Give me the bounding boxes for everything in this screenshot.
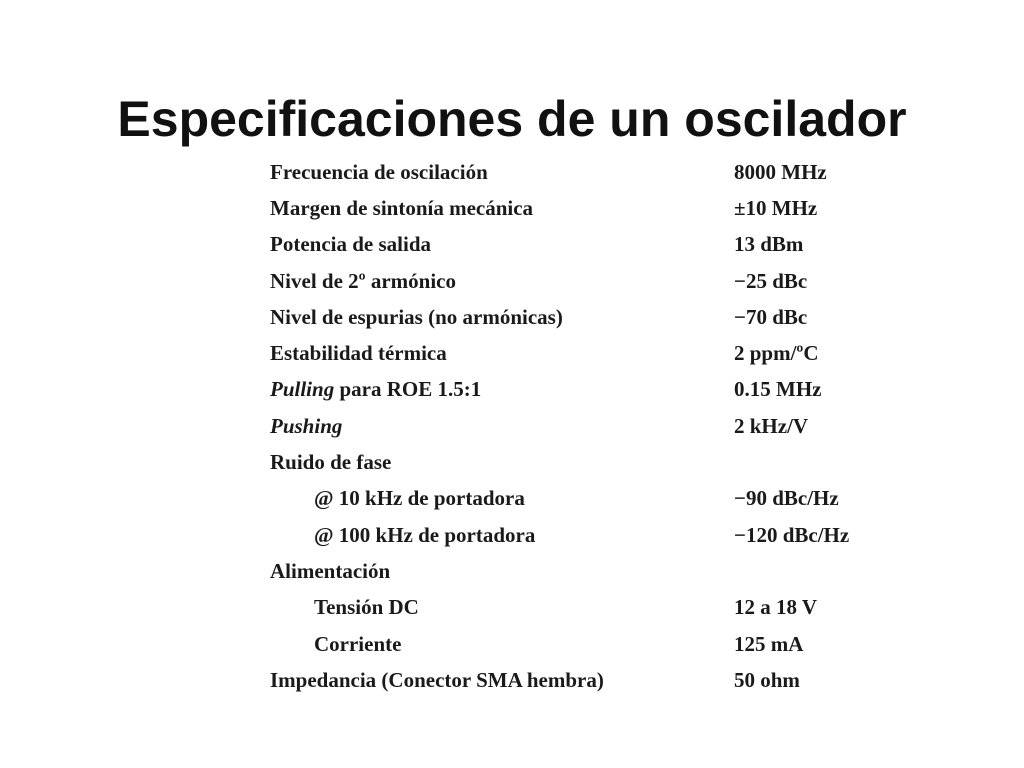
- spec-label: Frecuencia de oscilación: [270, 159, 488, 184]
- spec-value: ±10 MHz: [734, 195, 818, 220]
- spec-row-frecuencia: [270, 154, 910, 190]
- spec-label: Impedancia (Conector SMA hembra): [270, 667, 604, 692]
- spec-value: 2 kHz/V: [734, 413, 809, 438]
- spec-label: @ 10 kHz de portadora: [314, 486, 525, 511]
- spec-row-armonico: [270, 263, 910, 299]
- spec-row-corriente: [270, 626, 910, 662]
- spec-group-label: Alimentación: [270, 558, 391, 583]
- spec-label-term: Pulling: [270, 377, 335, 402]
- spec-label: Tensión DC: [314, 595, 419, 620]
- spec-label: Potencia de salida: [270, 232, 431, 257]
- spec-value: −90 dBc/Hz: [734, 486, 839, 511]
- spec-value: 13 dBm: [734, 232, 804, 257]
- spec-value: 8000 MHz: [734, 159, 827, 184]
- spec-label-term: Pushing: [270, 413, 343, 438]
- spec-value: 12 a 18 V: [734, 595, 818, 620]
- spec-row-espurias: [270, 299, 910, 335]
- spec-value: −70 dBc: [734, 304, 808, 329]
- spec-row-ruido-10khz: [270, 481, 910, 517]
- spec-label-rest: para ROE 1.5:1: [334, 377, 482, 402]
- spec-label: Corriente: [314, 631, 402, 656]
- spec-row-ruido-fase: [270, 444, 910, 480]
- spec-row-ruido-100khz: [270, 517, 910, 553]
- spec-row-pushing: [270, 408, 910, 444]
- spec-value: 0.15 MHz: [734, 377, 822, 402]
- spec-row-potencia: [270, 227, 910, 263]
- spec-value: [734, 553, 910, 589]
- spec-row-margen-sintonia: [270, 190, 910, 226]
- spec-label: Margen de sintonía mecánica: [270, 195, 534, 220]
- spec-value: 50 ohm: [734, 667, 800, 692]
- spec-row-estabilidad: [270, 335, 910, 371]
- spec-group-label: Ruido de fase: [270, 450, 392, 475]
- spec-row-pulling: [270, 372, 910, 408]
- spec-row-alimentacion: [270, 553, 910, 589]
- spec-label: [270, 372, 734, 408]
- spec-value: −25 dBc: [734, 268, 808, 293]
- spec-label: Nivel de 2º armónico: [270, 268, 456, 293]
- spec-label: @ 100 kHz de portadora: [314, 522, 536, 547]
- slide-title: Especificaciones de un oscilador: [117, 90, 907, 147]
- specifications-table: [270, 154, 910, 698]
- spec-value: −120 dBc/Hz: [734, 522, 850, 547]
- spec-row-tension: [270, 590, 910, 626]
- spec-label: Estabilidad térmica: [270, 341, 447, 366]
- spec-label: Nivel de espurias (no armónicas): [270, 304, 563, 329]
- spec-value: 125 mA: [734, 631, 804, 656]
- spec-row-impedancia: [270, 662, 910, 698]
- spec-value: [734, 444, 910, 480]
- spec-label: [270, 408, 734, 444]
- spec-value: 2 ppm/ºC: [734, 341, 819, 366]
